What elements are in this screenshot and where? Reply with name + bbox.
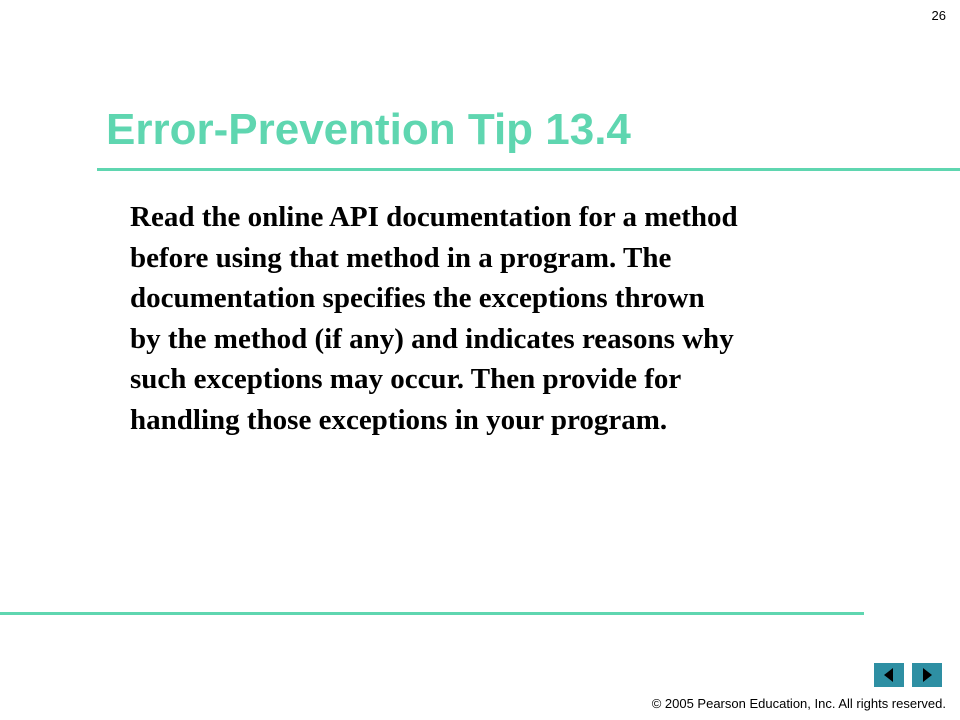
title-divider — [97, 168, 960, 171]
tip-body-line: by the method (if any) and indicates reasons why — [130, 322, 734, 355]
copyright-notice: © 2005 Pearson Education, Inc. All rights reserved. — [651, 696, 946, 711]
tip-body-line: before using that method in a program. The — [130, 241, 672, 274]
slide-navigation — [874, 663, 942, 687]
previous-slide-button[interactable] — [874, 663, 904, 687]
tip-body-line: handling those exceptions in your program. — [130, 403, 668, 436]
slide-title: Error-Prevention Tip 13.4 — [106, 105, 631, 154]
triangle-left-icon — [881, 667, 897, 683]
tip-body-line: documentation specifies the exceptions thrown — [130, 282, 705, 314]
page-number: 26 — [931, 8, 946, 23]
tip-body — [130, 197, 930, 440]
next-slide-button[interactable] — [912, 663, 942, 687]
tip-body-line: such exceptions may occur. Then provide for — [130, 363, 682, 395]
triangle-right-icon — [919, 667, 935, 683]
footer-divider — [0, 612, 864, 615]
tip-body-line: Read the online API documentation for a method — [130, 201, 738, 233]
